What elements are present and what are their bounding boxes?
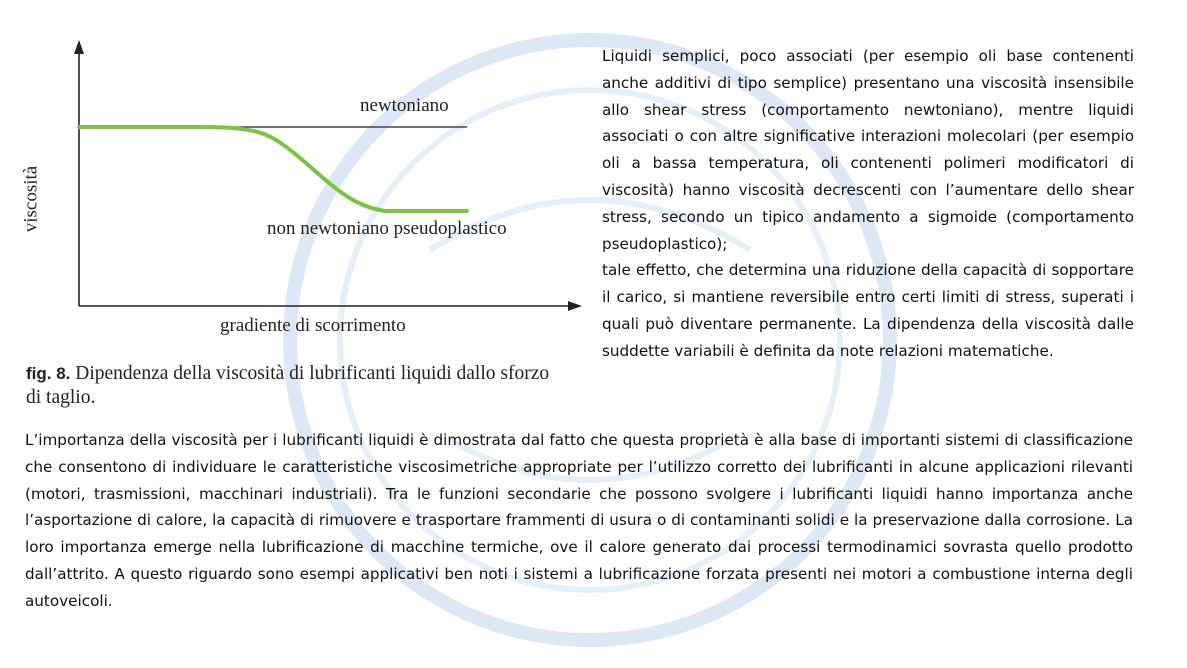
pseudoplastic-curve [79, 127, 467, 211]
y-axis-label: viscosità [20, 165, 42, 233]
figure-caption [26, 362, 566, 410]
viscosity-diagram [20, 28, 590, 348]
bottom-text-block [25, 427, 1133, 615]
x-axis-arrow [568, 301, 582, 311]
y-axis-arrow [74, 40, 84, 54]
figure-number: fig. 8. [26, 364, 71, 383]
viscosity-figure [20, 28, 590, 348]
x-axis-label: gradiente di scorrimento [220, 315, 406, 336]
bottom-paragraph: L’importanza della viscosità per i lubrificanti liquidi è dimostrata dal fatto che questa proprietà è alla base di importanti sistemi di classificazione che consentono di individuare le caratteristiche viscosimetriche appropriate per l’utilizzo corretto dei lubrificanti in alcune applicazioni rilevanti (motori, trasmissioni, macchinari industriali). Tra le funzioni secondarie che possono svolgere i lubrificanti liquidi hanno importanza anche l’asportazione di calore, la capacità di rimuovere e trasportare frammenti di usura o di contaminanti solidi e la preservazione dalla corrosione. La loro importanza emerge nella lubrificazione di macchine termiche, ove il calore generato dai processi termodinamici sovrasta quello prodotto dall’attrito. A questo riguardo sono esempi applicativi ben noti i sistemi a lubrificazione forzata presenti nei motori a combustione interna degli autoveicoli. [25, 431, 1133, 610]
newtonian-label: newtoniano [360, 95, 449, 116]
caption-text: Dipendenza della viscosità di lubrificanti liquidi dallo sforzo di taglio. [26, 363, 550, 408]
non-newtonian-label: non newtoniano pseudoplastico [267, 218, 507, 239]
right-paragraph-2: tale effetto, che determina una riduzione della capacità di sopportare il carico, si mantiene reversibile entro certi limiti di stress, superati i quali può diventare permanente. La dipendenza della viscosità dalle suddette variabili è definita da note relazioni matematiche. [602, 261, 1134, 360]
right-paragraph-1: Liquidi semplici, poco associati (per esempio oli base contenenti anche additivi di tipo semplice) presentano una viscosità insensibile allo shear stress (comportamento newtoniano), mentre liquidi associati o con altre significative interazioni molecolari (per esempio oli a bassa temperatura, oli contenenti polimeri modificatori di viscosità) hanno viscosità decrescenti con l’aumentare dello shear stress, secondo un tipico andamento a sigmoide (comportamento pseudoplastico); [602, 47, 1134, 253]
right-text-block [602, 43, 1134, 365]
